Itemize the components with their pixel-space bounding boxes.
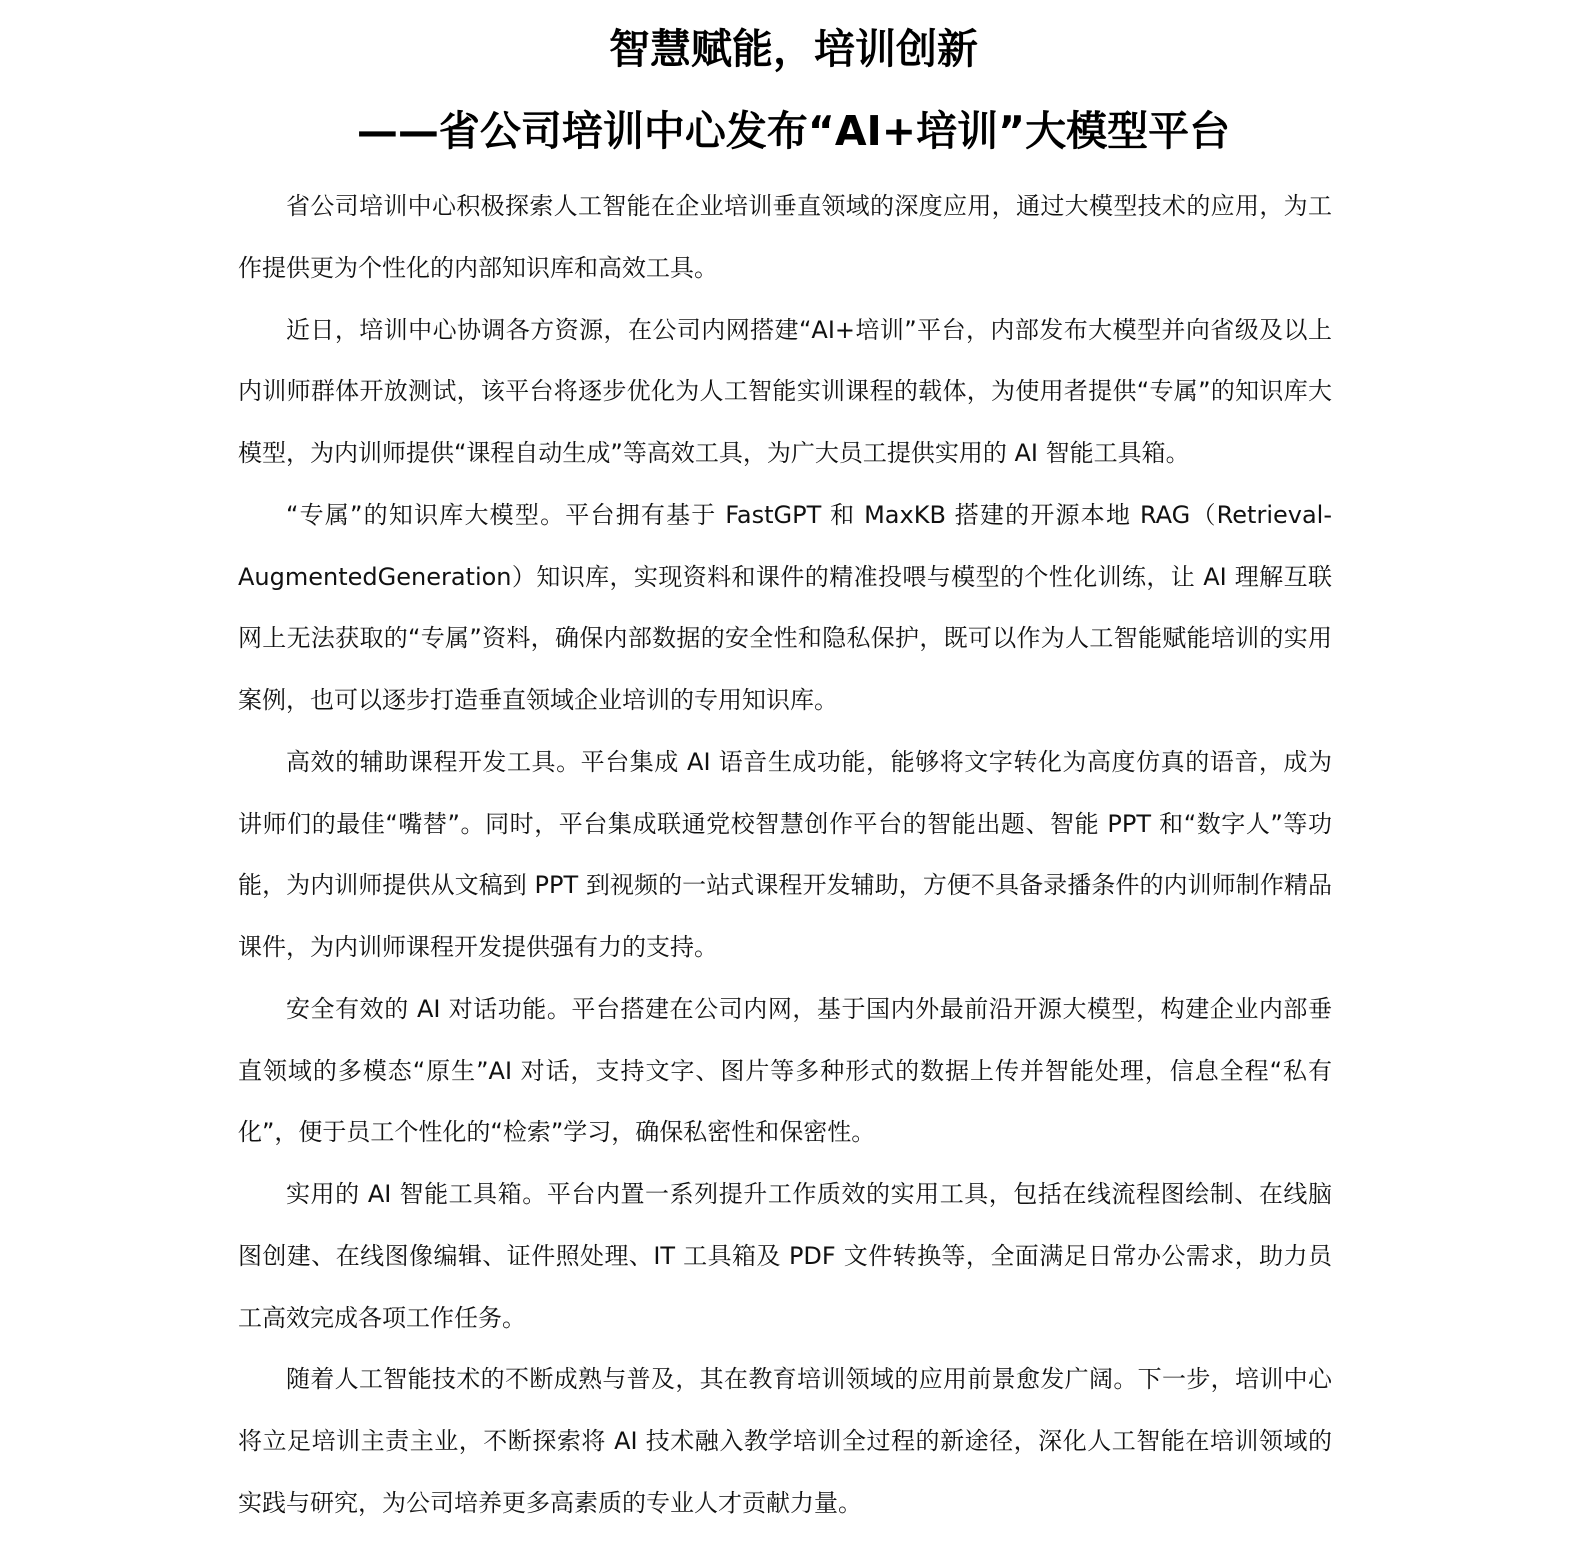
paragraph-toolbox: 实用的 AI 智能工具箱。平台内置一系列提升工作质效的实用工具，包括在线流程图绘制、在线脑图创建、在线图像编辑、证件照处理、IT 工具箱及 PDF 文件转换等，全面满足日常办公需求，助力员工高效完成各项工作任务。 bbox=[238, 1180, 1332, 1332]
paragraph-intro: 省公司培训中心积极探索人工智能在企业培训垂直领域的深度应用，通过大模型技术的应用，为工作提供更为个性化的内部知识库和高效工具。 bbox=[238, 192, 1332, 282]
paragraph-course-tools: 高效的辅助课程开发工具。平台集成 AI 语音生成功能，能够将文字转化为高度仿真的语音，成为讲师们的最佳“嘴替”。同时，平台集成联通党校智慧创作平台的智能出题、智能 PPT 和“数字人”等功能，为内训师提供从文稿到 PPT 到视频的一站式课程开发辅助，方便不具备录播条件的内训师制作精品课件，为内训师课程开发提供强有力的支持。 bbox=[238, 747, 1332, 961]
paragraph-outlook: 随着人工智能技术的不断成熟与普及，其在教育培训领域的应用前景愈发广阔。下一步，培训中心将立足培训主责主业，不断探索将 AI 技术融入教学培训全过程的新途径，深化人工智能在培训领域的实践与研究，为公司培养更多高素质的专业人才贡献力量。 bbox=[238, 1365, 1332, 1517]
paragraph-ai-dialogue: 安全有效的 AI 对话功能。平台搭建在公司内网，基于国内外最前沿开源大模型，构建企业内部垂直领域的多模态“原生”AI 对话，支持文字、图片等多种形式的数据上传并智能处理，信息全程“私有化”，便于员工个性化的“检索”学习，确保私密性和保密性。 bbox=[238, 994, 1332, 1147]
paragraph-knowledge-base: “专属”的知识库大模型。平台拥有基于 FastGPT 和 MaxKB 搭建的开源本地 RAG（Retrieval-AugmentedGeneration）知识库，实现资料和课件的精准投喂与模型的个性化训练，让 AI 理解互联网上无法获取的“专属”资料，确保内部数据的安全性和隐私保护，既可以作为人工智能赋能培训的实用案例，也可以逐步打造垂直领域企业培训的专用知识库。 bbox=[238, 500, 1332, 714]
document-body bbox=[238, 176, 1332, 1535]
document-subtitle: ——省公司培训中心发布“AI+培训”大模型平台 bbox=[356, 107, 1231, 155]
document-title: 智慧赋能，培训创新 bbox=[609, 25, 978, 73]
paragraph-platform-launch: 近日，培训中心协调各方资源，在公司内网搭建“AI+培训”平台，内部发布大模型并向省级及以上内训师群体开放测试，该平台将逐步优化为人工智能实训课程的载体，为使用者提供“专属”的知识库大模型，为内训师提供“课程自动生成”等高效工具，为广大员工提供实用的 AI 智能工具箱。 bbox=[238, 315, 1332, 467]
